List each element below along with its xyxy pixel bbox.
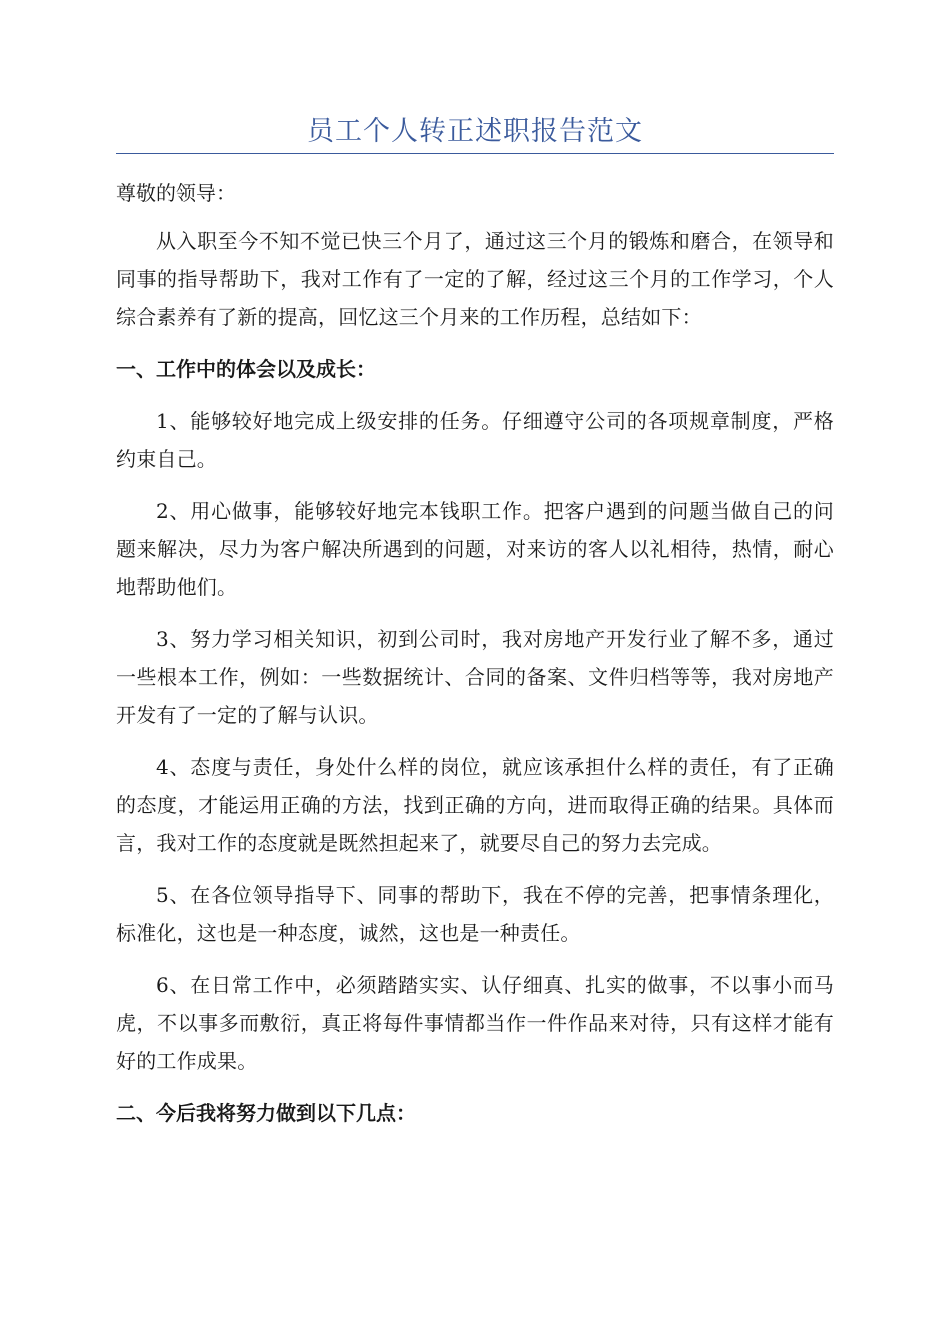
title-underline — [116, 153, 834, 154]
intro-paragraph: 从入职至今不知不觉已快三个月了，通过这三个月的锻炼和磨合，在领导和同事的指导帮助下，我对工作有了一定的了解，经过这三个月的工作学习，个人综合素养有了新的提高，回忆这三个月来的工作历程，总结如下： — [116, 229, 834, 329]
salutation: 尊敬的领导： — [116, 181, 236, 205]
section-heading-1: 一、工作中的体会以及成长： — [116, 357, 376, 381]
list-item: 1、能够较好地完成上级安排的任务。仔细遵守公司的各项规章制度，严格约束自己。 — [116, 409, 834, 471]
list-item: 3、努力学习相关知识，初到公司时，我对房地产开发行业了解不多，通过一些根本工作，例如：一些数据统计、合同的备案、文件归档等等，我对房地产开发有了一定的了解与认识。 — [116, 627, 834, 727]
document-title: 员工个人转正述职报告范文 — [307, 116, 643, 147]
list-item: 2、用心做事，能够较好地完本钱职工作。把客户遇到的问题当做自己的问题来解决，尽力为客户解决所遇到的问题，对来访的客人以礼相待，热情，耐心地帮助他们。 — [116, 499, 834, 599]
section-heading-2: 二、今后我将努力做到以下几点： — [116, 1101, 416, 1125]
list-item: 4、态度与责任，身处什么样的岗位，就应该承担什么样的责任，有了正确的态度，才能运用正确的方法，找到正确的方向，进而取得正确的结果。具体而言，我对工作的态度就是既然担起来了，就要尽自己的努力去完成。 — [116, 755, 834, 855]
document-body — [116, 174, 834, 1132]
list-item: 6、在日常工作中，必须踏踏实实、认仔细真、扎实的做事，不以事小而马虎，不以事多而敷衍，真正将每件事情都当作一件作品来对待，只有这样才能有好的工作成果。 — [116, 973, 834, 1073]
list-item: 5、在各位领导指导下、同事的帮助下，我在不停的完善，把事情条理化，标准化，这也是一种态度，诚然，这也是一种责任。 — [116, 883, 834, 945]
